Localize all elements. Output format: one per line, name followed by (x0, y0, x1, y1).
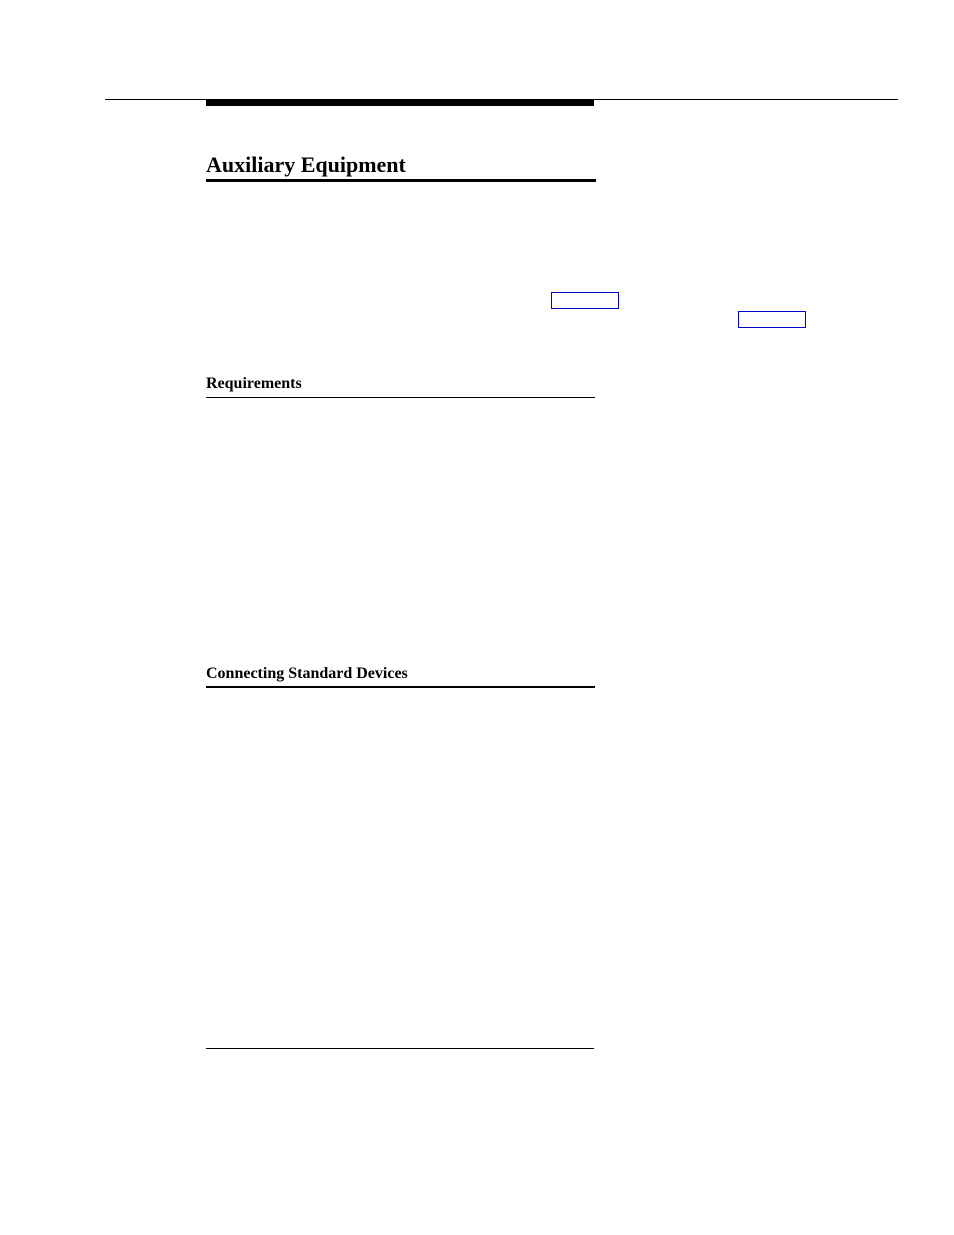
header-rule-bold (206, 99, 594, 106)
page-title: Auxiliary Equipment (206, 151, 596, 182)
footer-rule (206, 1048, 594, 1049)
cross-reference-link[interactable] (551, 292, 619, 309)
heading-requirements: Requirements (206, 374, 595, 398)
heading-connecting-standard-devices: Connecting Standard Devices (206, 664, 595, 688)
cross-reference-link[interactable] (738, 311, 806, 328)
